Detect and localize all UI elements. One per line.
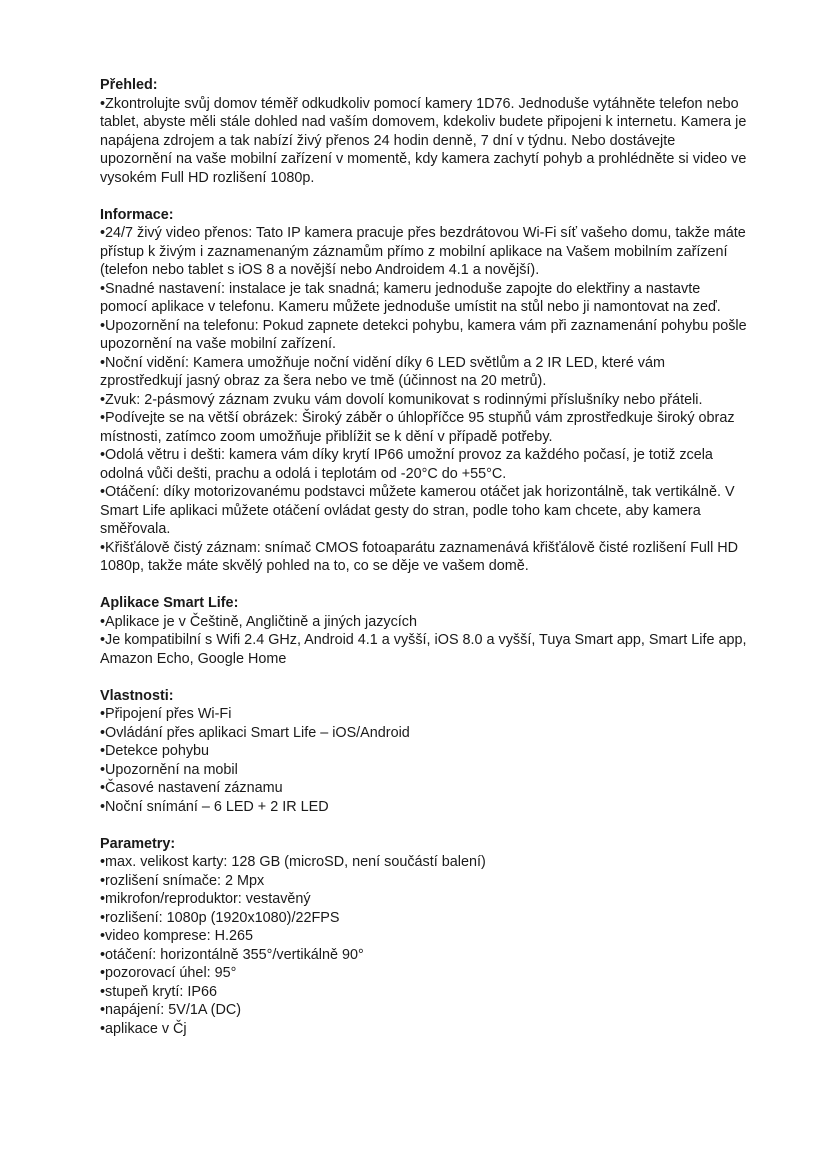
section-information [100, 206, 750, 576]
list-item: •Aplikace je v Češtině, Angličtině a jiných jazycích [100, 613, 417, 630]
list-item: •Podívejte se na větší obrázek: Široký záběr o úhlopříčce 95 stupňů vám zprostředkuje široký obraz místnosti, zatímco zoom umožňuje přiblížit se k dění v případě potřeby. [100, 410, 735, 445]
section-features [100, 687, 750, 817]
list-item: •Noční snímání – 6 LED + 2 IR LED [100, 798, 329, 815]
section-heading: Aplikace Smart Life: [100, 595, 239, 611]
list-item: •rozlišení: 1080p (1920x1080)/22FPS [100, 909, 340, 926]
list-item: •Křišťálově čistý záznam: snímač CMOS fotoaparátu zaznamenává křišťálově čisté rozlišení Full HD 1080p, takže máte skvělý pohled na to, co se děje ve vašem domě. [100, 539, 739, 574]
list-item: •Upozornění na mobil [100, 761, 238, 778]
section-heading: Vlastnosti: [100, 687, 174, 704]
document-page [100, 76, 750, 1057]
section-heading: Informace: [100, 206, 174, 223]
list-item: •pozorovací úhel: 95° [100, 965, 237, 981]
list-item: •max. velikost karty: 128 GB (microSD, není součástí balení) [100, 854, 486, 870]
list-item: •otáčení: horizontálně 355°/vertikálně 90° [100, 946, 364, 963]
section-smart-life-app [100, 594, 750, 668]
list-item: •stupeň krytí: IP66 [100, 983, 218, 1000]
section-parameters [100, 835, 750, 1039]
list-item: •video komprese: H.265 [100, 928, 254, 944]
list-item: •Noční vidění: Kamera umožňuje noční vidění díky 6 LED světlům a 2 IR LED, které vám zprostředkují jasný obraz za šera nebo ve tmě (účinnost na 20 metrů). [100, 354, 665, 389]
list-item: •napájení: 5V/1A (DC) [100, 1002, 242, 1018]
list-item: •rozlišení snímače: 2 Mpx [100, 872, 265, 889]
list-item: •Odolá větru i dešti: kamera vám díky krytí IP66 umožní provoz za každého počasí, je totiž zcela odolná vůči dešti, prachu a odolá i teplotám od -20°C do +55°C. [100, 447, 713, 482]
section-heading: Přehled: [100, 77, 158, 93]
list-item: •Otáčení: díky motorizovanému podstavci můžete kamerou otáčet jak horizontálně, tak vertikálně. V Smart Life aplikaci můžete otáčení ovládat gesty do stran, podle toho kam chcete, aby kamera směřovala. [100, 484, 735, 537]
list-item: •Detekce pohybu [100, 743, 210, 759]
list-item: •Ovládání přes aplikaci Smart Life – iOS/Android [100, 724, 410, 741]
list-item: •aplikace v Čj [100, 1020, 187, 1037]
list-item: •Zvuk: 2-pásmový záznam zvuku vám dovolí komunikovat s rodinnými příslušníky nebo přáteli. [100, 391, 703, 408]
list-item: •24/7 živý video přenos: Tato IP kamera pracuje přes bezdrátovou Wi-Fi síť vašeho domu, takže máte přístup k živým i zaznamenaným záznamům přímo z mobilní aplikace na Vašem mobilním zařízení (telefon nebo tablet s iOS 8 a novější nebo Androidem 4.1 a novější). [100, 225, 746, 278]
list-item: •mikrofon/reproduktor: vestavěný [100, 891, 311, 907]
list-item: •Upozornění na telefonu: Pokud zapnete detekci pohybu, kamera vám při zaznamenání pohybu pošle upozornění na vaše mobilní zařízení. [100, 317, 747, 352]
section-paragraph: •Zkontrolujte svůj domov téměř odkudkoliv pomocí kamery 1D76. Jednoduše vytáhněte telefon nebo tablet, abyste měli stále dohled nad vaším domovem, kdekoliv budete připojeni k internetu. Kamera je napájena zdrojem a tak nabízí živý přenos 24 hodin denně, 7 dní v týdnu. Nebo dostávejte upozornění na vaše mobilní zařízení v momentě, kdy kamera zachytí pohyb a prohlédněte si video ve vysokém Full HD rozlišení 1080p. [100, 95, 747, 186]
list-item: •Je kompatibilní s Wifi 2.4 GHz, Android 4.1 a vyšší, iOS 8.0 a vyšší, Tuya Smart app, Smart Life app, Amazon Echo, Google Home [100, 632, 747, 667]
section-heading: Parametry: [100, 835, 176, 852]
section-overview [100, 76, 750, 187]
list-item: •Snadné nastavení: instalace je tak snadná; kameru jednoduše zapojte do elektřiny a nastavte pomocí aplikace v telefonu. Kameru můžete jednoduše umístit na stůl nebo ji namontovat na zeď. [100, 280, 721, 315]
list-item: •Připojení přes Wi-Fi [100, 706, 232, 722]
list-item: •Časové nastavení záznamu [100, 780, 283, 796]
